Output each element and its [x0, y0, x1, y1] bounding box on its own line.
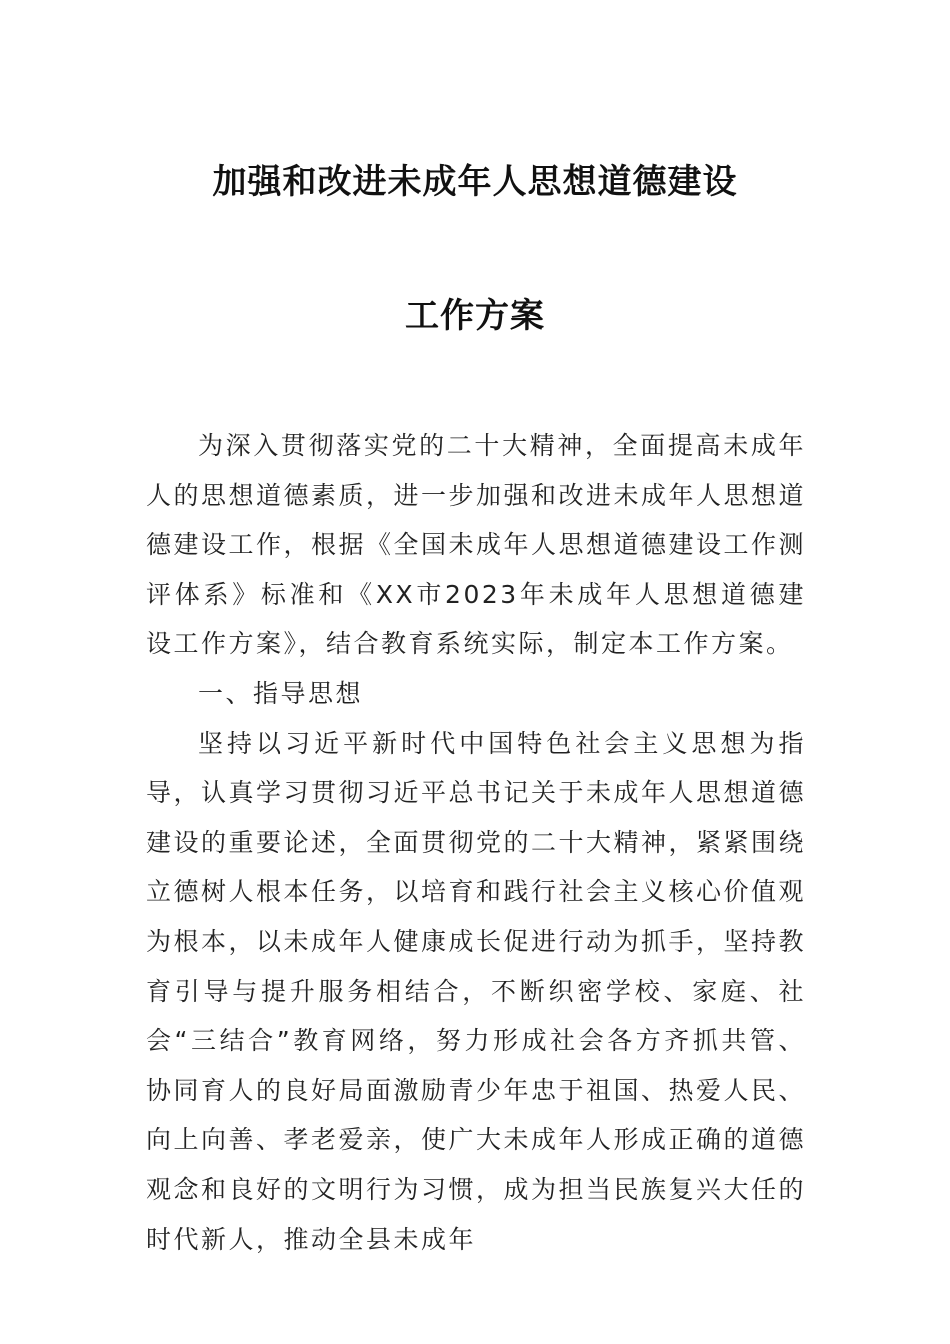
document-title-line2: 工作方案 — [405, 296, 545, 336]
section-paragraph-guiding-ideology: 坚持以习近平新时代中国特色社会主义思想为指导，认真学习贯彻习近平总书记关于未成年人思想道德建设的重要论述，全面贯彻党的二十大精神，紧紧围绕立德树人根本任务，以培育和践行社会主义核心价值观为根本，以未成年人健康成长促进行动为抓手，坚持教育引导与提升服务相结合，不断织密学校、家庭、社会“三结合”教育网络，努力形成社会各方齐抓共管、协同育人的良好局面激励青少年忠于祖国、热爱人民、向上向善、孝老爱亲，使广大未成年人形成正确的道德观念和良好的文明行为习惯，成为担当民族复兴大任的时代新人，推动全县未成年 — [146, 728, 807, 1254]
document-title-line1: 加强和改进未成年人思想道德建设 — [212, 162, 738, 202]
section-heading-guiding-ideology: 一、指导思想 — [198, 678, 364, 708]
intro-paragraph: 为深入贯彻落实党的二十大精神，全面提高未成年人的思想道德素质，进一步加强和改进未成年人思想道德建设工作，根据《全国未成年人思想道德建设工作测评体系》标准和《XX市2023年未成年人思想道德建设工作方案》，结合教育系统实际，制定本工作方案。 — [146, 431, 807, 659]
document-body — [146, 421, 806, 1264]
